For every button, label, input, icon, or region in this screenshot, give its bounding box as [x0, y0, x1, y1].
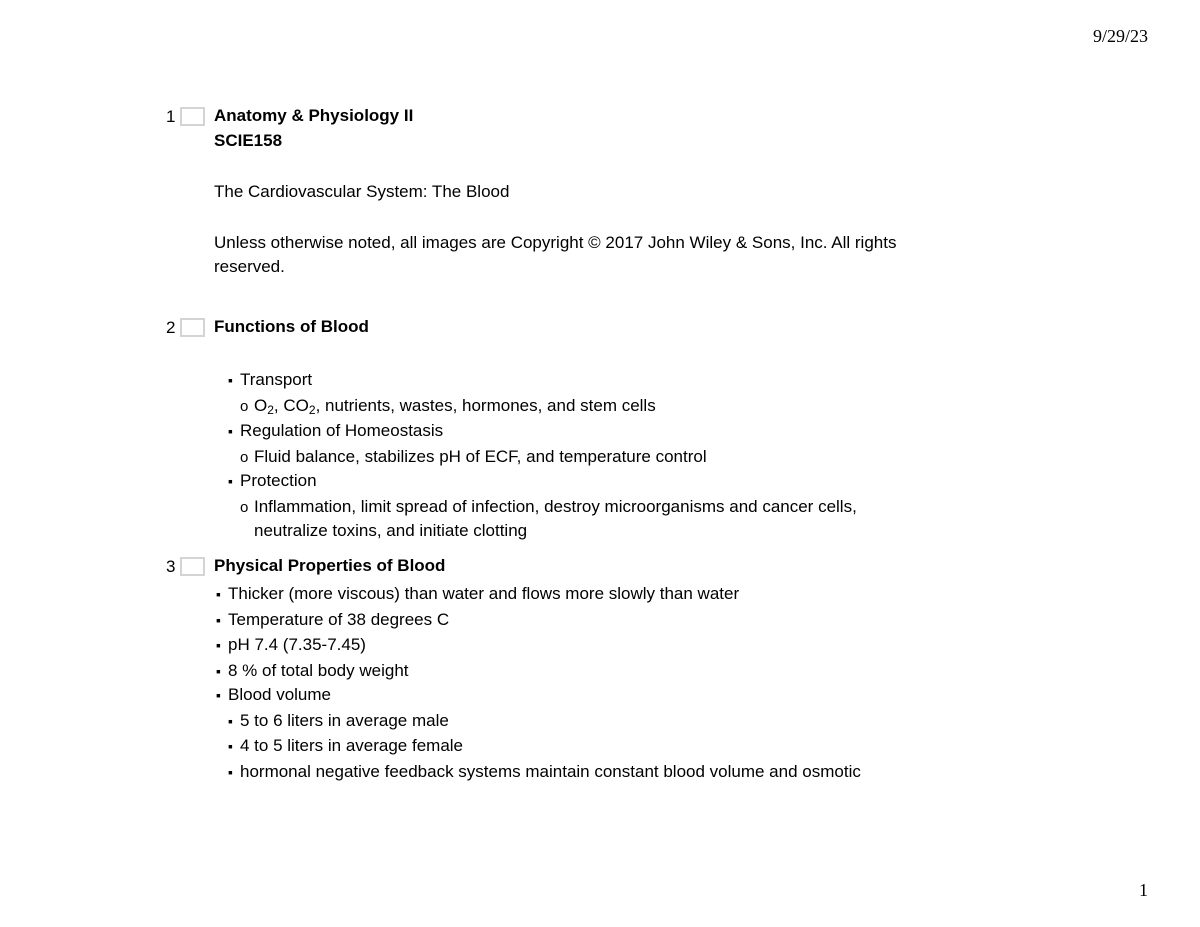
list-item: ▪ Temperature of 38 degrees C	[216, 610, 449, 630]
list-item: ▪ Blood volume	[216, 685, 331, 705]
formula-o: O	[254, 396, 268, 415]
page-number: 1	[1139, 880, 1148, 900]
list-subitem: ▪ 5 to 6 liters in average male	[228, 711, 449, 731]
list-item: ▪ Transport	[228, 370, 312, 390]
list-subitem: o Inflammation, limit spread of infection, destroy microorganisms and cancer cells,	[240, 497, 857, 517]
slide-title: Physical Properties of Blood	[214, 556, 446, 575]
subscript: 2	[267, 403, 274, 417]
list-subitem-text: , nutrients, wastes, hormones, and stem cells	[315, 396, 656, 415]
list-item: ▪ 8 % of total body weight	[216, 661, 409, 681]
subscript: 2	[308, 403, 316, 417]
slide-number: 1	[166, 107, 176, 126]
slide-subtitle: The Cardiovascular System: The Blood	[214, 182, 510, 201]
slide-thumbnail	[180, 318, 205, 337]
print-date: 9/29/23	[1092, 26, 1148, 46]
slide-thumbnail	[180, 107, 205, 126]
copyright-text-continued: reserved.	[214, 257, 285, 276]
list-subitem: ▪ hormonal negative feedback systems maintain constant blood volume and osmotic	[228, 762, 861, 782]
formula-co: , CO	[273, 396, 309, 415]
list-item: ▪ Regulation of Homeostasis	[228, 421, 443, 441]
list-item: ▪ pH 7.4 (7.35-7.45)	[216, 635, 366, 655]
copyright-text: Unless otherwise noted, all images are Copyright © 2017 John Wiley & Sons, Inc. All rights	[214, 233, 897, 252]
list-item: ▪ Thicker (more viscous) than water and flows more slowly than water	[216, 584, 739, 604]
slide-thumbnail	[180, 557, 205, 576]
list-subitem-continued: neutralize toxins, and initiate clotting	[254, 521, 528, 540]
slide-title: Functions of Blood	[214, 317, 369, 336]
list-subitem: ▪ 4 to 5 liters in average female	[228, 736, 463, 756]
list-item: ▪ Protection	[228, 471, 317, 491]
list-subitem: o Fluid balance, stabilizes pH of ECF, and temperature control	[240, 447, 707, 467]
course-code: SCIE158	[214, 131, 283, 150]
slide-number: 2	[166, 318, 176, 337]
slide-title: Anatomy & Physiology II	[214, 106, 414, 125]
slide-number: 3	[166, 557, 176, 576]
list-subitem	[240, 396, 656, 416]
